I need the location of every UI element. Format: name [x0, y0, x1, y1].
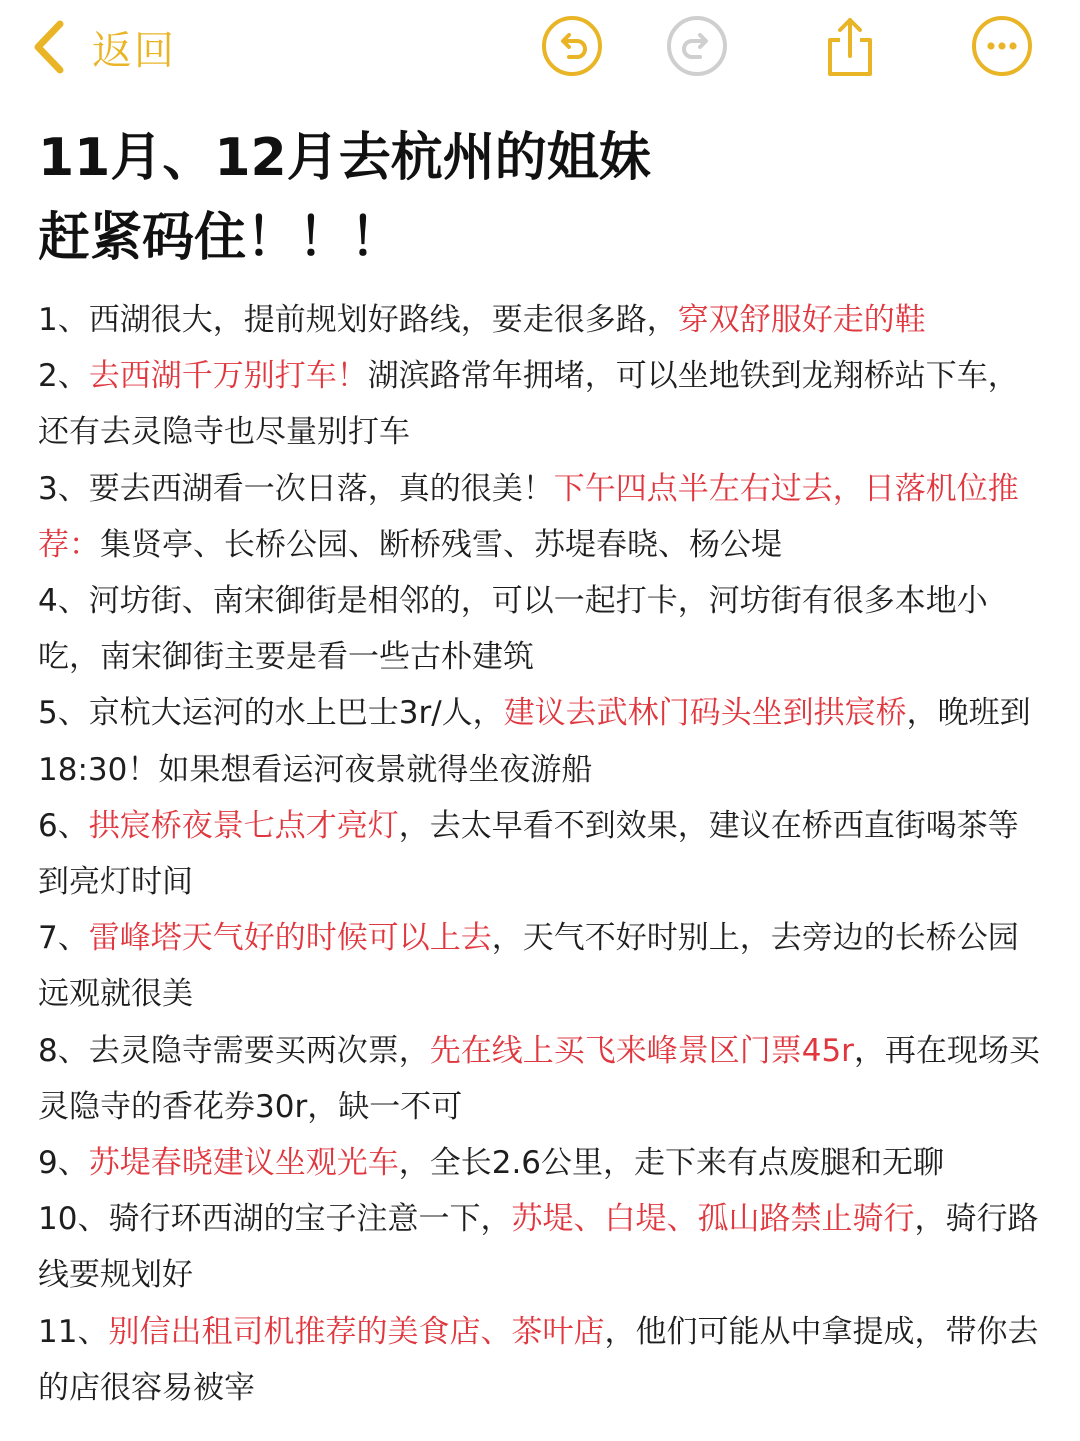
- note-body[interactable]: [38, 292, 1042, 1416]
- list-item: 9、苏堤春晓建议坐观光车，全长2.6公里，走下来有点废腿和无聊: [38, 1145, 945, 1182]
- list-item: 6、拱宸桥夜景七点才亮灯，去太早看不到效果，建议在桥西直街喝茶等到亮灯时间: [38, 807, 1019, 901]
- list-item: 2、去西湖千万别打车！湖滨路常年拥堵，可以坐地铁到龙翔桥站下车，还有去灵隐寺也尽量别打车: [38, 358, 1019, 451]
- list-item: 10、骑行环西湖的宝子注意一下，苏堤、白堤、孤山路禁止骑行，骑行路线要规划好: [38, 1201, 1039, 1294]
- undo-icon: [540, 14, 604, 78]
- title-line-2: 赶紧码住！！！: [38, 208, 403, 268]
- redo-icon: [665, 14, 729, 78]
- list-item: 7、雷峰塔天气好的时候可以上去，天气不好时别上，去旁边的长桥公园远观就很美: [38, 920, 1019, 1013]
- list-item: 8、去灵隐寺需要买两次票，先在线上买飞来峰景区门票45r，再在现场买灵隐寺的香花券30r，缺一不可: [38, 1032, 1040, 1125]
- toolbar: [0, 0, 1080, 96]
- back-label: 返回: [92, 27, 176, 74]
- share-button[interactable]: [818, 14, 882, 78]
- share-icon: [818, 14, 882, 78]
- back-button[interactable]: [32, 18, 176, 76]
- more-icon: [970, 14, 1034, 78]
- title-line-1: 11月、12月去杭州的姐妹: [38, 128, 651, 188]
- list-item: 3、要去西湖看一次日落，真的很美！下午四点半左右过去，日落机位推荐：集贤亭、长桥公园、断桥残雪、苏堤春晓、杨公堤: [38, 470, 1019, 563]
- redo-button[interactable]: [665, 14, 729, 78]
- list-item: 4、河坊街、南宋御街是相邻的，可以一起打卡，河坊街有很多本地小吃，南宋御街主要是看一些古朴建筑: [38, 583, 988, 676]
- more-button[interactable]: [970, 14, 1034, 78]
- list-item: 5、京杭大运河的水上巴士3r/人，建议去武林门码头坐到拱宸桥，晚班到18:30！如果想看运河夜景就得坐夜游船: [38, 695, 1031, 788]
- chevron-left-icon: [32, 20, 66, 74]
- list-item: 1、西湖很大，提前规划好路线，要走很多路，穿双舒服好走的鞋: [38, 302, 926, 338]
- page-title: [38, 118, 1038, 278]
- list-item: 11、别信出租司机推荐的美食店、茶叶店，他们可能从中拿提成，带你去的店很容易被宰: [38, 1313, 1039, 1406]
- undo-button[interactable]: [540, 14, 604, 78]
